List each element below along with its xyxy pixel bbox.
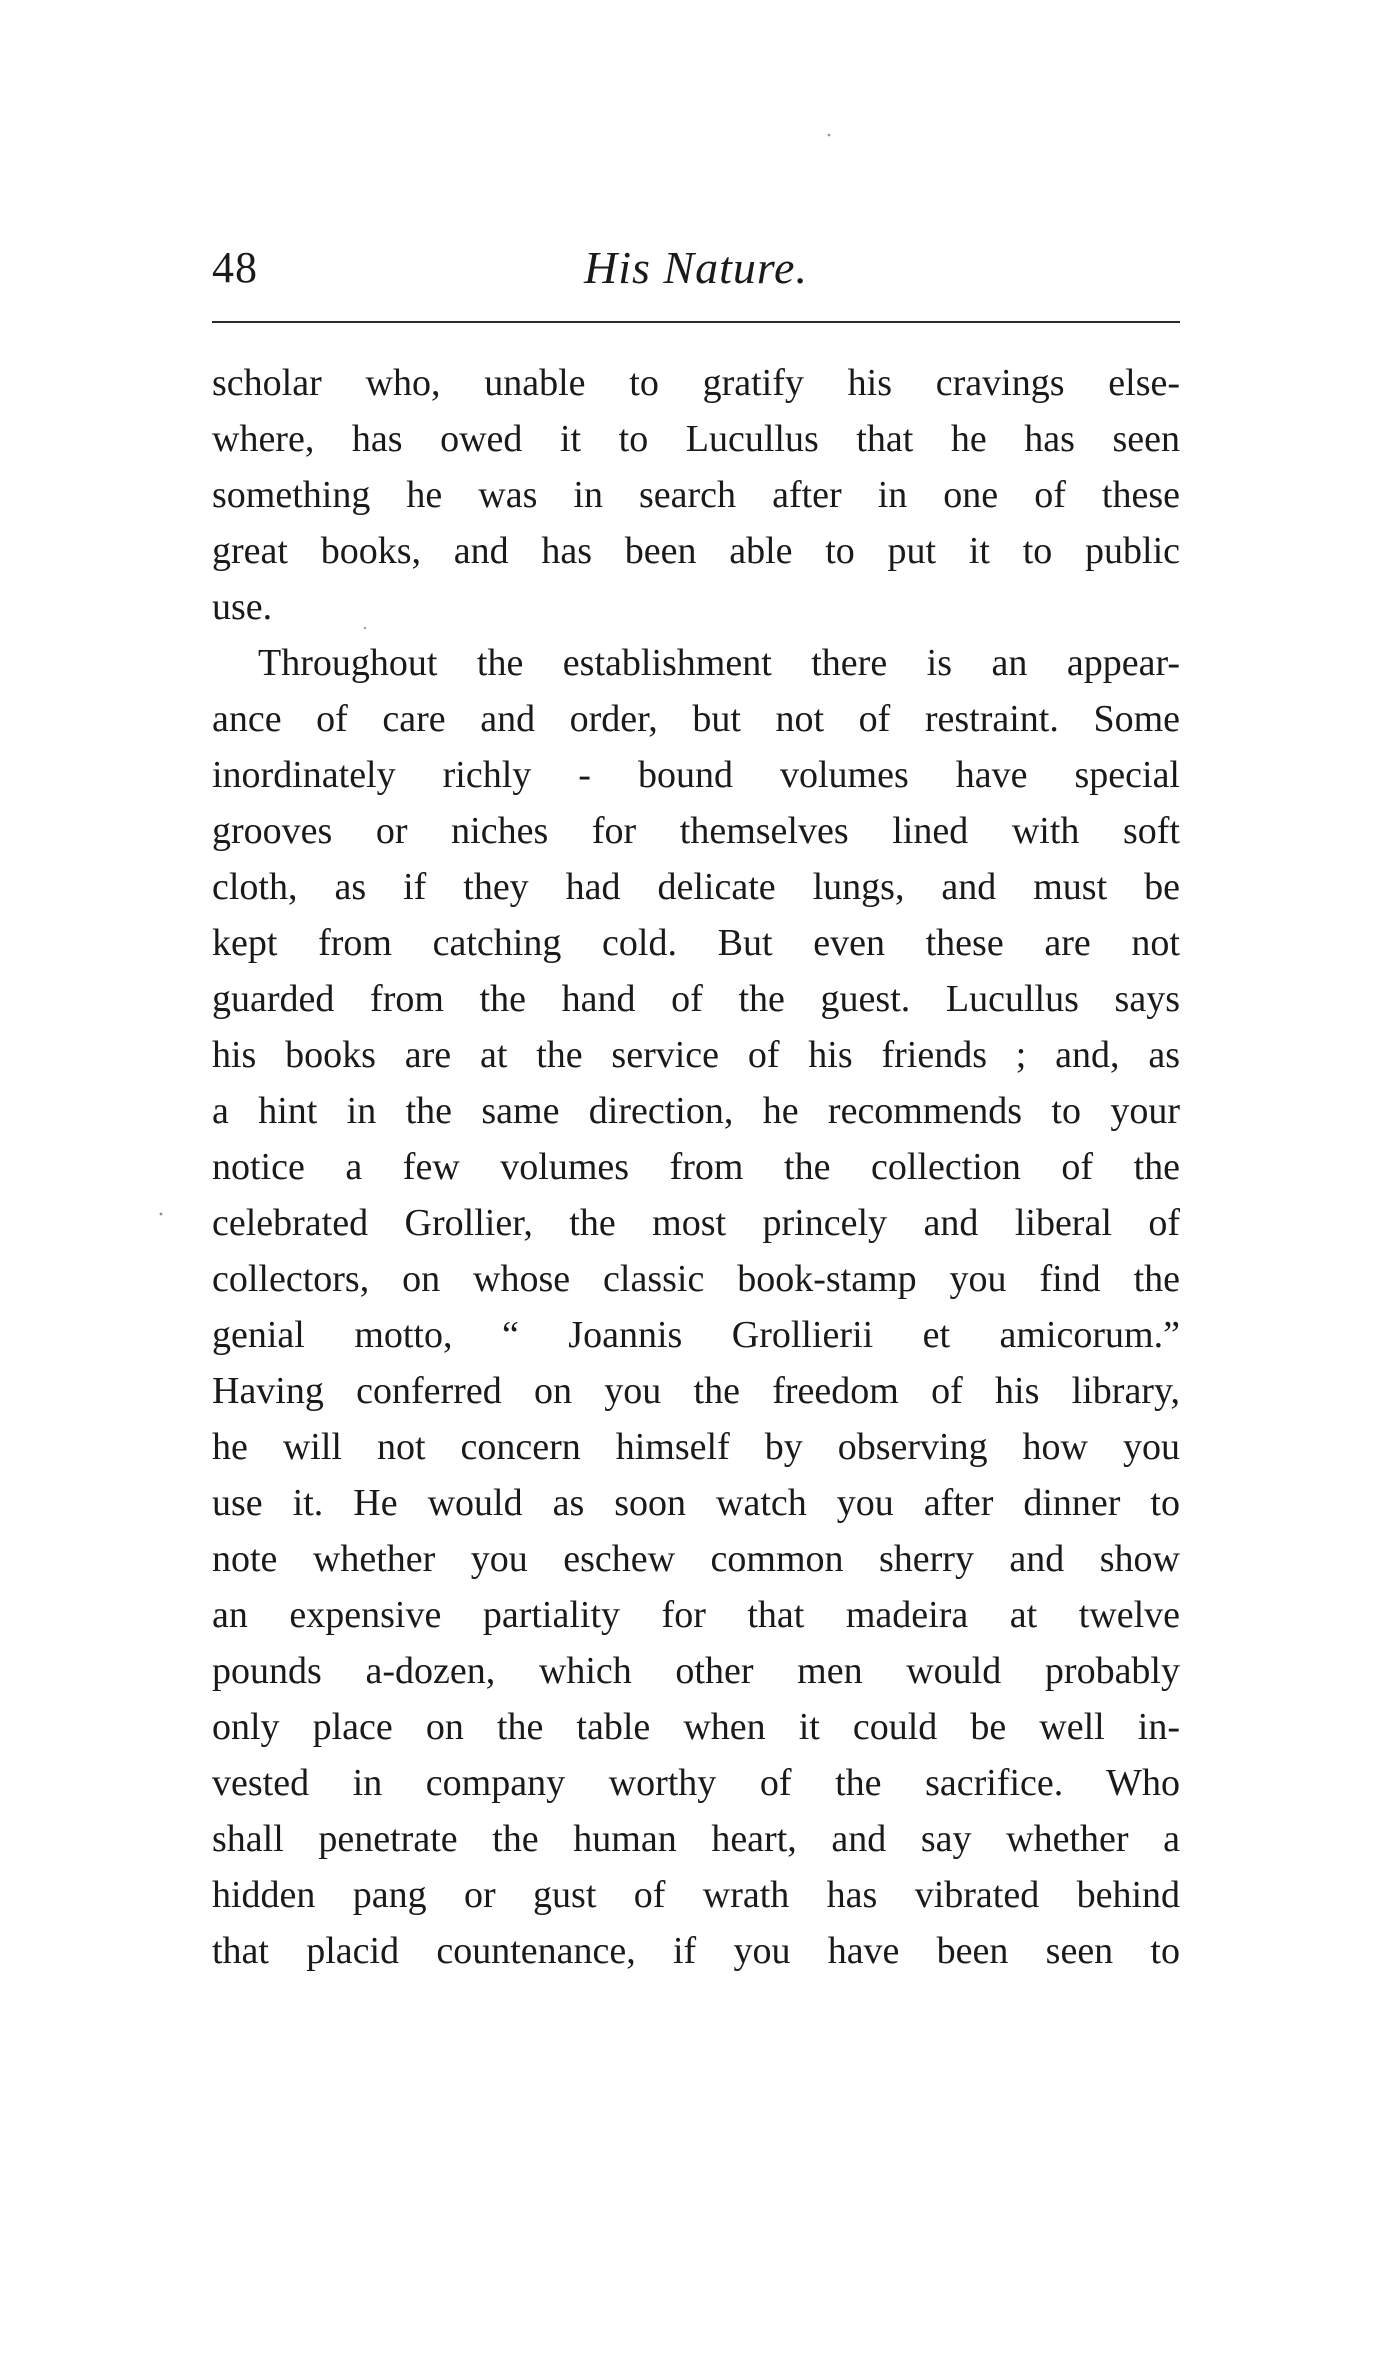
text-line: something he was in search after in one of these xyxy=(212,474,1180,516)
header-rule xyxy=(212,321,1180,323)
text-line: an expensive partiality for that madeira at twelve xyxy=(212,1594,1180,1636)
text-line: cloth, as if they had delicate lungs, and must be xyxy=(212,866,1180,908)
text-line: hidden pang or gust of wrath has vibrated behind xyxy=(212,1874,1180,1916)
text-line: ance of care and order, but not of restraint. Some xyxy=(212,698,1180,740)
text-line: use. xyxy=(212,586,273,628)
text-line: he will not concern himself by observing how you xyxy=(212,1426,1180,1468)
text-line: use it. He would as soon watch you after dinner to xyxy=(212,1482,1180,1524)
text-line: notice a few volumes from the collection of the xyxy=(212,1146,1180,1188)
text-line: that placid countenance, if you have been seen to xyxy=(212,1930,1180,1972)
text-line: inordinately richly - bound volumes have special xyxy=(212,754,1180,796)
text-line: celebrated Grollier, the most princely and liberal of xyxy=(212,1202,1180,1244)
text-line: vested in company worthy of the sacrifice. Who xyxy=(212,1762,1180,1804)
speck-mark xyxy=(828,134,831,137)
text-line: shall penetrate the human heart, and say whether a xyxy=(212,1818,1180,1860)
text-line: Throughout the establishment there is an appear- xyxy=(258,642,1180,684)
text-line: pounds a-dozen, which other men would probably xyxy=(212,1650,1180,1692)
text-line: scholar who, unable to gratify his cravings else- xyxy=(212,362,1180,404)
text-line: only place on the table when it could be well in- xyxy=(212,1706,1180,1748)
running-head xyxy=(212,238,1180,298)
text-line: where, has owed it to Lucullus that he has seen xyxy=(212,418,1180,460)
text-line: collectors, on whose classic book-stamp you find the xyxy=(212,1258,1180,1300)
text-line: a hint in the same direction, he recommends to your xyxy=(212,1090,1180,1132)
text-line: Having conferred on you the freedom of his library, xyxy=(212,1370,1180,1412)
text-line: note whether you eschew common sherry and show xyxy=(212,1538,1180,1580)
text-line: genial motto, “ Joannis Grollierii et amicorum.” xyxy=(212,1314,1180,1356)
text-line: guarded from the hand of the guest. Lucullus says xyxy=(212,978,1180,1020)
running-title: His Nature. xyxy=(584,242,808,293)
page-number: 48 xyxy=(212,243,258,292)
text-line: kept from catching cold. But even these are not xyxy=(212,922,1180,964)
text-line: great books, and has been able to put it to public xyxy=(212,530,1180,572)
text-line: grooves or niches for themselves lined with soft xyxy=(212,810,1180,852)
body-text xyxy=(212,355,1180,1979)
text-line: his books are at the service of his friends ; and, as xyxy=(212,1034,1180,1076)
speck-mark xyxy=(160,1213,163,1216)
